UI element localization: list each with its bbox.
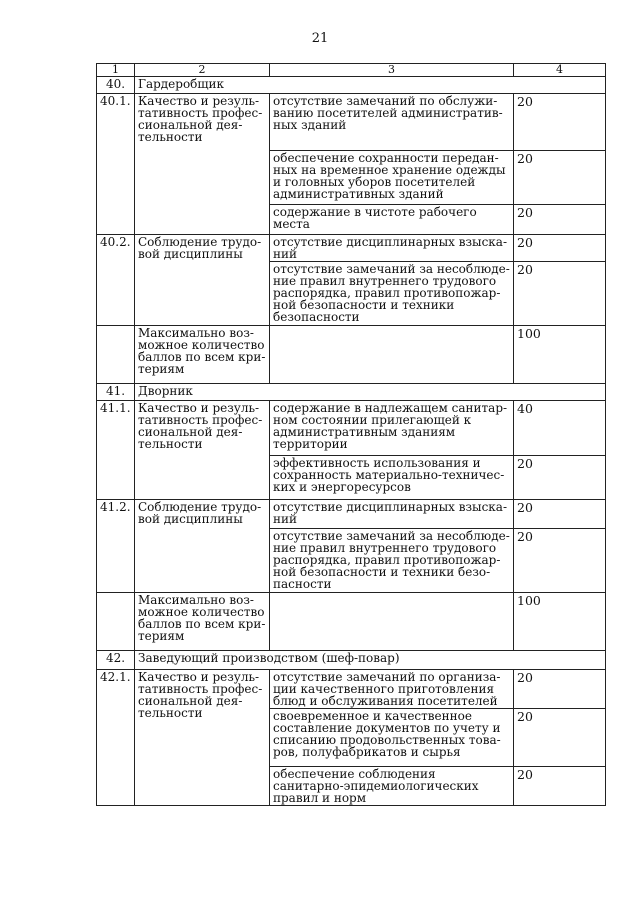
criterion-text: содержание в чистоте рабочего места xyxy=(270,205,514,235)
criteria-table xyxy=(96,63,606,806)
section-number: 40. xyxy=(97,77,135,94)
criterion-points: 20 xyxy=(514,767,606,806)
section-title: Дворник xyxy=(135,384,606,401)
criterion-text: эффективность использования и сохранность материально-техничес-ких и энергоресурсов xyxy=(270,456,514,500)
criterion-points: 20 xyxy=(514,670,606,709)
criterion-text: содержание в надлежащем санитар-ном состоянии прилегающей к административным зданиям территории xyxy=(270,401,514,456)
criterion-points: 20 xyxy=(514,262,606,326)
criterion-text: обеспечение соблюдения санитарно-эпидемиологических правил и норм xyxy=(270,767,514,806)
indicator-name: Качество и резуль-тативность профес-сиональной дея-тельности xyxy=(135,401,270,500)
section-number: 42. xyxy=(97,651,135,670)
indicator-name: Качество и резуль-тативность профес-сиональной дея-тельности xyxy=(135,670,270,806)
section-row xyxy=(97,651,606,670)
criterion-text: отсутствие дисциплинарных взыска-ний xyxy=(270,235,514,262)
indicator-name: Соблюдение трудо-вой дисциплины xyxy=(135,500,270,593)
criterion-row xyxy=(97,235,606,262)
empty-cell xyxy=(97,326,135,384)
max-score-points: 100 xyxy=(514,326,606,384)
criterion-points: 20 xyxy=(514,500,606,529)
criterion-text: отсутствие дисциплинарных взыска-ний xyxy=(270,500,514,529)
criterion-row xyxy=(97,670,606,709)
criterion-points: 20 xyxy=(514,235,606,262)
criterion-points: 20 xyxy=(514,151,606,205)
section-number: 41. xyxy=(97,384,135,401)
criteria-table-body xyxy=(97,64,606,806)
criterion-text: отсутствие замечаний по обслужи-ванию посетителей административ-ных зданий xyxy=(270,94,514,151)
column-number: 3 xyxy=(270,64,514,77)
criterion-points: 20 xyxy=(514,456,606,500)
max-score-row xyxy=(97,593,606,651)
criterion-text: отсутствие замечаний по организа-ции качественного приготовления блюд и обслуживания посетителей xyxy=(270,670,514,709)
criterion-points: 20 xyxy=(514,205,606,235)
max-score-label: Максимально воз-можное количество баллов по всем кри-териям xyxy=(135,326,270,384)
max-score-label: Максимально воз-можное количество баллов по всем кри-териям xyxy=(135,593,270,651)
criterion-text: отсутствие замечаний за несоблюде-ние правил внутреннего трудового распорядка, правил противопожар-ной безопасности и техники безопасности xyxy=(270,262,514,326)
section-title: Заведующий производством (шеф-повар) xyxy=(135,651,606,670)
max-score-points: 100 xyxy=(514,593,606,651)
empty-cell xyxy=(270,593,514,651)
section-row xyxy=(97,384,606,401)
criterion-points: 20 xyxy=(514,94,606,151)
item-number: 42.1. xyxy=(97,670,135,806)
criterion-row xyxy=(97,500,606,529)
criterion-text: отсутствие замечаний за несоблюде-ние правил внутреннего трудового распорядка, правил противопожар-ной безопасности и техники безо-пасности xyxy=(270,529,514,593)
column-number: 4 xyxy=(514,64,606,77)
criterion-points: 40 xyxy=(514,401,606,456)
item-number: 41.2. xyxy=(97,500,135,593)
section-row xyxy=(97,77,606,94)
column-number: 1 xyxy=(97,64,135,77)
criterion-points: 20 xyxy=(514,709,606,767)
indicator-name: Соблюдение трудо-вой дисциплины xyxy=(135,235,270,326)
item-number: 40.2. xyxy=(97,235,135,326)
empty-cell xyxy=(97,593,135,651)
item-number: 41.1. xyxy=(97,401,135,500)
criterion-text: обеспечение сохранности передан-ных на временное хранение одежды и головных уборов посетителей административных зданий xyxy=(270,151,514,205)
criterion-row xyxy=(97,94,606,151)
indicator-name: Качество и резуль-тативность профес-сиональной дея-тельности xyxy=(135,94,270,235)
criterion-text: своевременное и качественное составление документов по учету и списанию продовольственных това-ров, полуфабрикатов и сырья xyxy=(270,709,514,767)
criterion-points: 20 xyxy=(514,529,606,593)
column-number-row xyxy=(97,64,606,77)
criterion-row xyxy=(97,401,606,456)
item-number: 40.1. xyxy=(97,94,135,235)
page-number: 21 xyxy=(311,31,329,46)
section-title: Гардеробщик xyxy=(135,77,606,94)
max-score-row xyxy=(97,326,606,384)
empty-cell xyxy=(270,326,514,384)
column-number: 2 xyxy=(135,64,270,77)
